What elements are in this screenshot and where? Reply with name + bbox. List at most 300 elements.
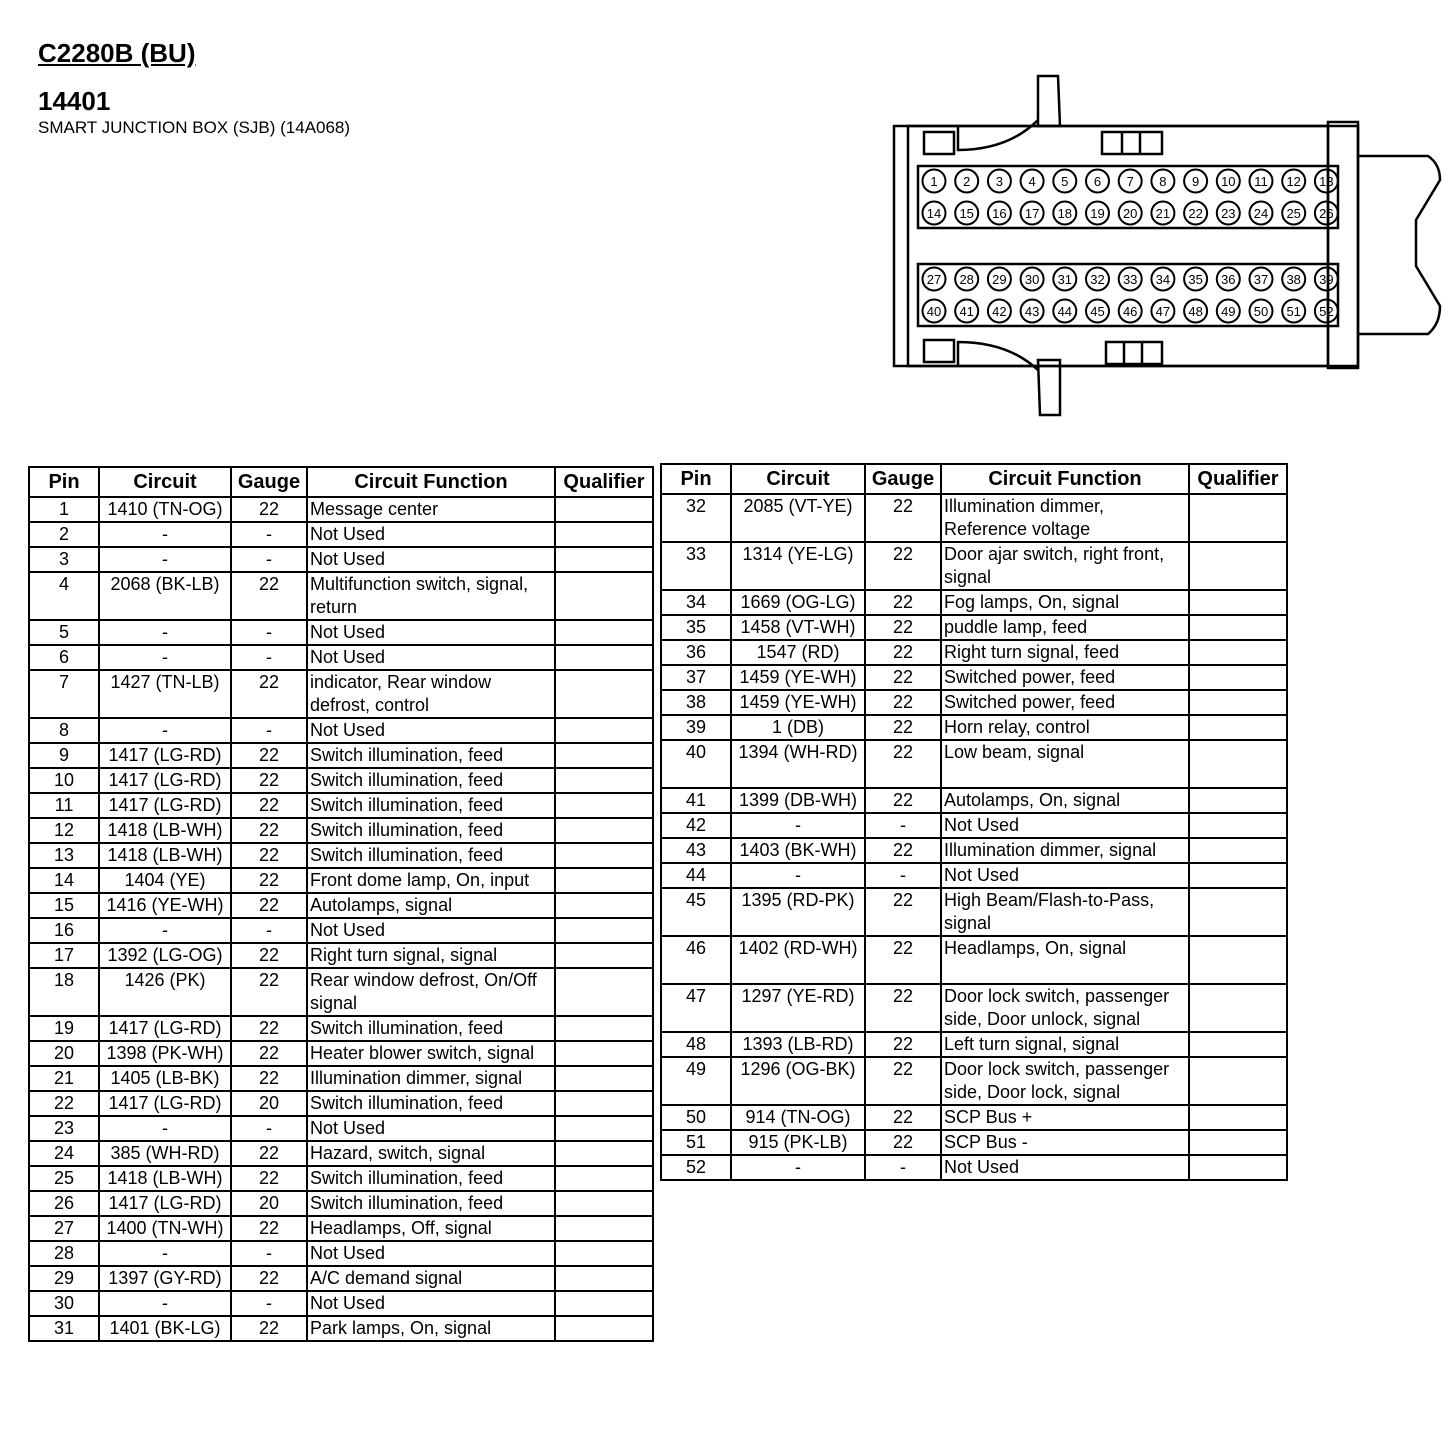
gauge-cell: - [865, 863, 941, 888]
circuit-cell: 1403 (BK-WH) [731, 838, 865, 863]
function-cell: Switched power, feed [941, 665, 1189, 690]
col-header-circuit: Circuit [731, 464, 865, 494]
table-row [29, 743, 653, 768]
circuit-cell: - [99, 918, 231, 943]
qualifier-cell [1189, 838, 1287, 863]
pin-number-label: 30 [1024, 272, 1040, 287]
function-cell: Multifunction switch, signal, return [307, 572, 555, 620]
function-cell: Right turn signal, feed [941, 640, 1189, 665]
gauge-cell: - [231, 1291, 307, 1316]
circuit-cell: 1401 (BK-LG) [99, 1316, 231, 1341]
pin-cell: 34 [661, 590, 731, 615]
pin-cell: 7 [29, 670, 99, 718]
table-row [29, 547, 653, 572]
circuit-cell: 1416 (YE-WH) [99, 893, 231, 918]
gauge-cell: 22 [231, 1266, 307, 1291]
qualifier-cell [555, 1016, 653, 1041]
pin-number-label: 50 [1253, 304, 1269, 319]
circuit-cell: - [99, 1241, 231, 1266]
pin-number-label: 38 [1286, 272, 1301, 287]
gauge-cell: 22 [865, 640, 941, 665]
qualifier-cell [555, 1191, 653, 1216]
function-cell: Fog lamps, On, signal [941, 590, 1189, 615]
function-cell: Not Used [307, 918, 555, 943]
pin-cell: 50 [661, 1105, 731, 1130]
table-row [29, 1041, 653, 1066]
pin-number-label: 51 [1286, 304, 1301, 319]
function-cell: Right turn signal, signal [307, 943, 555, 968]
gauge-cell: 22 [865, 665, 941, 690]
table-row [661, 590, 1287, 615]
pin-cell: 26 [29, 1191, 99, 1216]
col-header-pin: Pin [661, 464, 731, 494]
pin-cell: 24 [29, 1141, 99, 1166]
qualifier-cell [555, 572, 653, 620]
qualifier-cell [555, 1316, 653, 1341]
pin-number-label: 37 [1253, 272, 1269, 287]
circuit-cell: 1417 (LG-RD) [99, 768, 231, 793]
qualifier-cell [1189, 615, 1287, 640]
qualifier-cell [1189, 665, 1287, 690]
table-row [29, 1291, 653, 1316]
table-row [29, 1266, 653, 1291]
qualifier-cell [555, 793, 653, 818]
circuit-cell: 1426 (PK) [99, 968, 231, 1016]
pin-number-label: 43 [1024, 304, 1040, 319]
pin-number-label: 2 [963, 174, 971, 189]
table-row [29, 1216, 653, 1241]
pin-cell: 10 [29, 768, 99, 793]
table-row [29, 1091, 653, 1116]
pin-cell: 8 [29, 718, 99, 743]
qualifier-cell [1189, 1032, 1287, 1057]
pin-number-label: 36 [1221, 272, 1236, 287]
gauge-cell: - [865, 813, 941, 838]
circuit-cell: 1417 (LG-RD) [99, 743, 231, 768]
col-header-function: Circuit Function [307, 467, 555, 497]
pin-cell: 46 [661, 936, 731, 984]
function-cell: High Beam/Flash-to-Pass, signal [941, 888, 1189, 936]
table-row [29, 1141, 653, 1166]
circuit-cell: 1395 (RD-PK) [731, 888, 865, 936]
pin-number-label: 44 [1057, 304, 1073, 319]
function-cell: Horn relay, control [941, 715, 1189, 740]
function-cell: Door lock switch, passenger side, Door lock, signal [941, 1057, 1189, 1105]
pin-table-left [28, 466, 654, 1342]
pin-cell: 27 [29, 1216, 99, 1241]
circuit-cell: 1418 (LB-WH) [99, 818, 231, 843]
pin-cell: 32 [661, 494, 731, 542]
table-row [29, 645, 653, 670]
pin-number-label: 4 [1028, 174, 1036, 189]
table-row [661, 1057, 1287, 1105]
table-row [661, 838, 1287, 863]
table-row [29, 943, 653, 968]
pin-number-label: 49 [1221, 304, 1236, 319]
circuit-cell: - [99, 547, 231, 572]
function-cell: Illumination dimmer, signal [941, 838, 1189, 863]
table-row [661, 1032, 1287, 1057]
gauge-cell: 22 [231, 1141, 307, 1166]
function-cell: Not Used [941, 863, 1189, 888]
qualifier-cell [1189, 740, 1287, 788]
function-cell: Switch illumination, feed [307, 1166, 555, 1191]
pin-number-label: 13 [1319, 174, 1334, 189]
pin-table-right [660, 463, 1288, 1181]
col-header-qualifier: Qualifier [1189, 464, 1287, 494]
table-row [29, 968, 653, 1016]
function-cell: Park lamps, On, signal [307, 1316, 555, 1341]
pin-cell: 35 [661, 615, 731, 640]
table-row [29, 1116, 653, 1141]
function-cell: SCP Bus + [941, 1105, 1189, 1130]
qualifier-cell [555, 1141, 653, 1166]
circuit-cell: 1417 (LG-RD) [99, 1091, 231, 1116]
table-row [29, 670, 653, 718]
table-row [29, 718, 653, 743]
pin-cell: 6 [29, 645, 99, 670]
function-cell: Not Used [307, 547, 555, 572]
col-header-pin: Pin [29, 467, 99, 497]
pin-number-label: 11 [1254, 174, 1268, 189]
circuit-cell: 1398 (PK-WH) [99, 1041, 231, 1066]
qualifier-cell [1189, 863, 1287, 888]
col-header-gauge: Gauge [231, 467, 307, 497]
qualifier-cell [555, 718, 653, 743]
function-cell: Hazard, switch, signal [307, 1141, 555, 1166]
circuit-cell: - [99, 1116, 231, 1141]
function-cell: Switch illumination, feed [307, 793, 555, 818]
function-cell: Headlamps, Off, signal [307, 1216, 555, 1241]
qualifier-cell [1189, 542, 1287, 590]
pin-cell: 5 [29, 620, 99, 645]
qualifier-cell [555, 1216, 653, 1241]
gauge-cell: - [231, 918, 307, 943]
circuit-cell: 1459 (YE-WH) [731, 690, 865, 715]
circuit-cell: - [99, 522, 231, 547]
pin-number-label: 29 [992, 272, 1007, 287]
gauge-cell: - [231, 620, 307, 645]
gauge-cell: 22 [231, 1041, 307, 1066]
pin-number-label: 6 [1093, 174, 1102, 189]
qualifier-cell [555, 670, 653, 718]
pin-cell: 22 [29, 1091, 99, 1116]
circuit-cell: 1392 (LG-OG) [99, 943, 231, 968]
function-cell: Not Used [307, 522, 555, 547]
function-cell: puddle lamp, feed [941, 615, 1189, 640]
gauge-cell: - [231, 1241, 307, 1266]
table-row [661, 690, 1287, 715]
col-header-gauge: Gauge [865, 464, 941, 494]
table-row [661, 813, 1287, 838]
pin-cell: 36 [661, 640, 731, 665]
function-cell: Switch illumination, feed [307, 1091, 555, 1116]
circuit-cell: 385 (WH-RD) [99, 1141, 231, 1166]
pin-number-label: 21 [1155, 206, 1171, 221]
pin-number-label: 42 [992, 304, 1007, 319]
circuit-cell: 1399 (DB-WH) [731, 788, 865, 813]
table-row [661, 888, 1287, 936]
circuit-cell: 1418 (LB-WH) [99, 1166, 231, 1191]
qualifier-cell [555, 522, 653, 547]
qualifier-cell [555, 943, 653, 968]
qualifier-cell [1189, 715, 1287, 740]
pin-number-label: 3 [995, 174, 1004, 189]
table-row [29, 1316, 653, 1341]
qualifier-cell [555, 1091, 653, 1116]
function-cell: Autolamps, signal [307, 893, 555, 918]
pin-number-label: 35 [1188, 272, 1203, 287]
qualifier-cell [1189, 590, 1287, 615]
function-cell: Not Used [307, 645, 555, 670]
circuit-cell: - [731, 1155, 865, 1180]
circuit-cell: - [99, 718, 231, 743]
table-row [29, 1191, 653, 1216]
table-row [29, 522, 653, 547]
qualifier-cell [1189, 888, 1287, 936]
pin-number-label: 28 [959, 272, 974, 287]
qualifier-cell [555, 1266, 653, 1291]
function-cell: Not Used [307, 1116, 555, 1141]
table-row [661, 665, 1287, 690]
col-header-function: Circuit Function [941, 464, 1189, 494]
pin-cell: 30 [29, 1291, 99, 1316]
pin-cell: 9 [29, 743, 99, 768]
circuit-cell: 1404 (YE) [99, 868, 231, 893]
circuit-cell: 1397 (GY-RD) [99, 1266, 231, 1291]
circuit-cell: 1458 (VT-WH) [731, 615, 865, 640]
qualifier-cell [1189, 494, 1287, 542]
function-cell: Not Used [307, 1291, 555, 1316]
pin-number-label: 5 [1061, 174, 1069, 189]
table-row [29, 868, 653, 893]
pin-cell: 2 [29, 522, 99, 547]
pin-cell: 12 [29, 818, 99, 843]
pin-cell: 29 [29, 1266, 99, 1291]
pin-number-label: 10 [1221, 174, 1236, 189]
pin-number-label: 1 [930, 174, 938, 189]
pin-number-label: 24 [1253, 206, 1269, 221]
pin-cell: 17 [29, 943, 99, 968]
gauge-cell: 22 [231, 1216, 307, 1241]
gauge-cell: 22 [231, 943, 307, 968]
pin-cell: 28 [29, 1241, 99, 1266]
function-cell: Switch illumination, feed [307, 1191, 555, 1216]
pin-cell: 38 [661, 690, 731, 715]
gauge-cell: 22 [231, 1166, 307, 1191]
gauge-cell: 22 [865, 542, 941, 590]
table-row [29, 1016, 653, 1041]
qualifier-cell [1189, 813, 1287, 838]
pin-table-left-body [29, 497, 653, 1341]
circuit-cell: 1417 (LG-RD) [99, 793, 231, 818]
function-cell: Left turn signal, signal [941, 1032, 1189, 1057]
gauge-cell: 22 [865, 1130, 941, 1155]
pin-cell: 45 [661, 888, 731, 936]
circuit-cell: 1417 (LG-RD) [99, 1016, 231, 1041]
table-row [661, 1155, 1287, 1180]
function-cell: Not Used [307, 620, 555, 645]
pin-number-label: 14 [926, 206, 942, 221]
gauge-cell: - [231, 1116, 307, 1141]
gauge-cell: 22 [231, 572, 307, 620]
pin-number-label: 17 [1024, 206, 1040, 221]
pin-number-label: 12 [1286, 174, 1301, 189]
gauge-cell: 22 [865, 590, 941, 615]
part-description: SMART JUNCTION BOX (SJB) (14A068) [38, 118, 351, 137]
pin-number-label: 32 [1090, 272, 1105, 287]
table-row [661, 984, 1287, 1032]
gauge-cell: 22 [231, 670, 307, 718]
gauge-cell: 22 [865, 740, 941, 788]
circuit-cell: 1547 (RD) [731, 640, 865, 665]
gauge-cell: 22 [865, 984, 941, 1032]
pin-cell: 44 [661, 863, 731, 888]
function-cell: Front dome lamp, On, input [307, 868, 555, 893]
pin-number-label: 20 [1122, 206, 1138, 221]
qualifier-cell [1189, 1155, 1287, 1180]
gauge-cell: 22 [231, 843, 307, 868]
pin-number-label: 23 [1221, 206, 1236, 221]
table-row [661, 615, 1287, 640]
circuit-cell: - [731, 813, 865, 838]
pin-number-label: 19 [1090, 206, 1105, 221]
gauge-cell: 22 [865, 494, 941, 542]
pin-number-label: 25 [1286, 206, 1301, 221]
function-cell: Low beam, signal [941, 740, 1189, 788]
pin-cell: 51 [661, 1130, 731, 1155]
circuit-cell: 1314 (YE-LG) [731, 542, 865, 590]
qualifier-cell [1189, 984, 1287, 1032]
pin-cell: 4 [29, 572, 99, 620]
gauge-cell: - [231, 522, 307, 547]
pin-number-label: 7 [1126, 174, 1134, 189]
connector-title: C2280B (BU) [38, 38, 196, 68]
table-row [29, 620, 653, 645]
pin-number-label: 46 [1122, 304, 1138, 319]
circuit-cell: 1417 (LG-RD) [99, 1191, 231, 1216]
qualifier-cell [555, 1116, 653, 1141]
qualifier-cell [555, 1241, 653, 1266]
gauge-cell: 20 [231, 1191, 307, 1216]
circuit-cell: 1400 (TN-WH) [99, 1216, 231, 1241]
function-cell: Not Used [307, 1241, 555, 1266]
gauge-cell: 22 [231, 768, 307, 793]
pin-cell: 49 [661, 1057, 731, 1105]
circuit-cell: 1405 (LB-BK) [99, 1066, 231, 1091]
circuit-cell: - [99, 645, 231, 670]
gauge-cell: 22 [865, 838, 941, 863]
pin-cell: 43 [661, 838, 731, 863]
qualifier-cell [555, 620, 653, 645]
pin-number-label: 8 [1159, 174, 1167, 189]
gauge-cell: 22 [231, 793, 307, 818]
circuit-cell: 1669 (OG-LG) [731, 590, 865, 615]
function-cell: Not Used [941, 1155, 1189, 1180]
pin-number-label: 26 [1319, 206, 1334, 221]
table-row [661, 1130, 1287, 1155]
circuit-cell: 914 (TN-OG) [731, 1105, 865, 1130]
gauge-cell: 22 [865, 690, 941, 715]
gauge-cell: - [231, 547, 307, 572]
gauge-cell: 22 [865, 1057, 941, 1105]
gauge-cell: 22 [865, 715, 941, 740]
qualifier-cell [1189, 1130, 1287, 1155]
circuit-cell: 1427 (TN-LB) [99, 670, 231, 718]
qualifier-cell [555, 893, 653, 918]
table-row [29, 768, 653, 793]
gauge-cell: 22 [865, 615, 941, 640]
pin-number-label: 22 [1188, 206, 1203, 221]
table-row [29, 1241, 653, 1266]
table-row [661, 542, 1287, 590]
pin-number-label: 45 [1090, 304, 1105, 319]
part-number: 14401 [38, 86, 111, 116]
col-header-qualifier: Qualifier [555, 467, 653, 497]
pin-number-label: 40 [926, 304, 942, 319]
circuit-cell: - [99, 620, 231, 645]
table-row [29, 918, 653, 943]
gauge-cell: 22 [865, 1105, 941, 1130]
pin-cell: 13 [29, 843, 99, 868]
pin-number-label: 9 [1191, 174, 1200, 189]
pin-number-label: 34 [1155, 272, 1171, 287]
circuit-cell: - [731, 863, 865, 888]
gauge-cell: 22 [231, 1316, 307, 1341]
pin-cell: 48 [661, 1032, 731, 1057]
pin-number-label: 48 [1188, 304, 1203, 319]
gauge-cell: 22 [865, 936, 941, 984]
pin-cell: 52 [661, 1155, 731, 1180]
table-row [29, 818, 653, 843]
function-cell: Switch illumination, feed [307, 843, 555, 868]
gauge-cell: 22 [231, 1066, 307, 1091]
qualifier-cell [555, 1066, 653, 1091]
pin-cell: 14 [29, 868, 99, 893]
function-cell: Heater blower switch, signal [307, 1041, 555, 1066]
circuit-cell: - [99, 1291, 231, 1316]
gauge-cell: 22 [865, 788, 941, 813]
qualifier-cell [555, 918, 653, 943]
circuit-cell: 2085 (VT-YE) [731, 494, 865, 542]
pin-number-label: 39 [1319, 272, 1334, 287]
pin-cell: 41 [661, 788, 731, 813]
qualifier-cell [555, 1166, 653, 1191]
circuit-cell: 1296 (OG-BK) [731, 1057, 865, 1105]
circuit-cell: 1402 (RD-WH) [731, 936, 865, 984]
qualifier-cell [555, 547, 653, 572]
pin-cell: 40 [661, 740, 731, 788]
pin-number-label: 41 [959, 304, 974, 319]
table-row [661, 1105, 1287, 1130]
pin-cell: 31 [29, 1316, 99, 1341]
pin-cell: 18 [29, 968, 99, 1016]
function-cell: Rear window defrost, On/Off signal [307, 968, 555, 1016]
circuit-cell: 1393 (LB-RD) [731, 1032, 865, 1057]
pin-number-label: 18 [1057, 206, 1073, 221]
function-cell: Headlamps, On, signal [941, 936, 1189, 984]
circuit-cell: 915 (PK-LB) [731, 1130, 865, 1155]
pin-cell: 37 [661, 665, 731, 690]
qualifier-cell [555, 645, 653, 670]
connector-face-diagram [888, 70, 1448, 430]
pin-number-label: 27 [926, 272, 942, 287]
table-row [661, 936, 1287, 984]
table-row [661, 740, 1287, 788]
qualifier-cell [555, 497, 653, 522]
circuit-cell: 1410 (TN-OG) [99, 497, 231, 522]
pin-cell: 21 [29, 1066, 99, 1091]
